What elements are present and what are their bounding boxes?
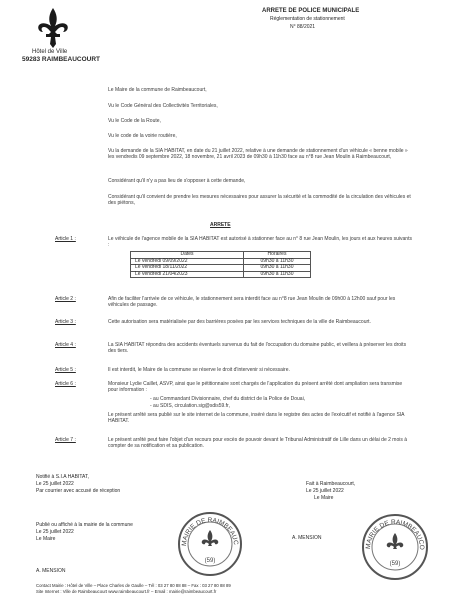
notify-line-2: Le 25 juillet 2022	[36, 481, 74, 487]
publication-line-2: Le 25 juillet 2022	[36, 529, 74, 535]
arrete-heading: ARRETE	[210, 222, 231, 228]
contact-line-1: Contact Mairie : Hôtel de Ville – Place Charles de Gaulle – Tél : 03 27 80 88 88 – Fax : 03 27 80 88 89	[36, 583, 231, 588]
ampliation-police: - au Commandant Divisionnaire, chef du district de la Police de Douai,	[150, 396, 306, 402]
article-6-text: Monsieur Lydie Caillet, ASVP, ainsi que le pétitionnaire sont chargés de l'application du présent arrêté dont ampliation sera transmise pour information :	[108, 381, 403, 394]
signature-role: Le Maire	[314, 495, 334, 501]
notify-line-1: Notifié à S.I.A HABITAT,	[36, 474, 89, 480]
svg-text:MAIRIE DE RAIMBEAUCOURT: MAIRIE DE RAIMBEAUC	[180, 516, 240, 547]
official-stamp-right	[360, 512, 430, 582]
decree-subtitle: Réglementation de stationnement	[270, 16, 345, 22]
commune-line: 59283 RAIMBEAUCOURT	[22, 56, 101, 63]
article-5-label: Article 5 :	[55, 367, 76, 373]
article-7-text: Le présent arrêté peut faire l'objet d'un recours pour excès de pouvoir devant le Tribunal Administratif de Lille dans un délai de 2 mois à compter de sa notification et sa publication.	[108, 437, 408, 450]
svg-text:(59): (59)	[204, 558, 216, 564]
article-3-text: Cette autorisation sera matérialisée par des barrières posées par les services techniques de la ville de Raimbeaucourt.	[108, 319, 371, 325]
signature-date: Le 25 juillet 2022	[306, 488, 344, 494]
contact-line-2: Site Internet : Ville de Raimbeaucourt www.raimbeaucourt.fr – Email : mairie@raimbeaucourt.fr	[36, 589, 217, 594]
table-row: Le vendredi 09/09/2022 09h30 à 11h30	[131, 258, 311, 265]
svg-text:MAIRIE DE RAIMBEAUCOURT: MAIRIE DE RAIMBEAUCO	[364, 518, 426, 551]
considerant-2: Considérant qu'il convient de prendre les mesures nécessaires pour assurer la sécurité et la commodité de la circulation des véhicules et des piétons,	[108, 194, 411, 207]
publication-line-3: Le Maire	[36, 536, 56, 542]
table-row: Le vendredi 21/04/2023 09h30 à 11h30	[131, 271, 311, 278]
ampliation-publication: Le présent arrêté sera publié sur le site internet de la commune, inséré dans le registre des actes de l'exécutif et notifié à l'agence SIA HABITAT.	[108, 412, 405, 425]
hotel-de-ville: Hôtel de Ville	[32, 49, 68, 55]
svg-text:(59): (59)	[389, 561, 401, 567]
schedule-table	[130, 251, 311, 278]
vu-demande: Vu la demande de la SIA HABITAT, en date du 21 juillet 2022, relative à une demande de stationnement d'un véhicule « benne mobile » les vendredis 09 septembre 2022, 18 novembre, 21 avril 2023 de 09h30 à 11h30 face au n°8 rue Jean Moulin à Raimbeaucourt,	[108, 148, 408, 161]
publication-line-1: Publié ou affiché à la mairie de la commune	[36, 522, 133, 528]
article-3-label: Article 3 :	[55, 319, 76, 325]
article-2-text: Afin de faciliter l'arrivée de ce véhicule, le stationnement sera interdit face au n°8 rue Jean Moulin de 09h00 à 12h00 sauf pour les véhicules de passage.	[108, 296, 396, 309]
mayor-name-left: A. MENSION	[36, 568, 66, 574]
considerant-1: Considérant qu'il n'y a pas lieu de s'opposer à cette demande,	[108, 178, 246, 184]
header-horaires: Horaires	[244, 252, 311, 259]
article-4-text: La SIA HABITAT répondra des accidents éventuels survenus du fait de l'occupation du domaine public, et veillera à préserver les droits des tiers.	[108, 342, 407, 355]
article-6-label: Article 6 :	[55, 381, 76, 387]
ampliation-sdis: - au SDIS, circulation.sig@sdis59.fr,	[150, 403, 230, 409]
decree-title: ARRETE DE POLICE MUNICIPALE	[262, 8, 360, 14]
city-logo	[35, 6, 71, 50]
article-4-label: Article 4 :	[55, 342, 76, 348]
decree-number: N° 88/2021	[290, 24, 316, 30]
mayor-line: Le Maire de la commune de Raimbeaucourt,	[108, 87, 207, 93]
official-stamp-left	[176, 510, 244, 578]
fleur-de-lis-icon	[35, 6, 71, 50]
table-row: Le vendredi 18/11/2022 09h30 à 11h30	[131, 265, 311, 272]
header-dates: Dates	[131, 252, 244, 259]
article-7-label: Article 7 :	[55, 437, 76, 443]
vu-cgct: Vu le Code Général des Collectivités Territoriales,	[108, 103, 218, 109]
mayor-name-right: A. MENSION	[292, 535, 322, 541]
article-1-text: Le véhicule de l'agence mobile de la SIA HABITAT est autorisé à stationner face au n° 8 rue Jean Moulin, les jours et aux heures suivants :	[108, 236, 412, 249]
article-5-text: Il est interdit, le Maire de la commune se réserve le droit d'intervenir si nécessaire.	[108, 367, 290, 373]
vu-code-route: Vu le Code de la Route,	[108, 118, 161, 124]
article-1-label: Article 1 :	[55, 236, 76, 242]
signature-place: Fait à Raimbeaucourt,	[306, 481, 356, 487]
notify-line-3: Par courrier avec accusé de réception	[36, 488, 121, 494]
article-2-label: Article 2 :	[55, 296, 76, 302]
vu-code-voirie: Vu le code de la voirie routière,	[108, 133, 177, 139]
